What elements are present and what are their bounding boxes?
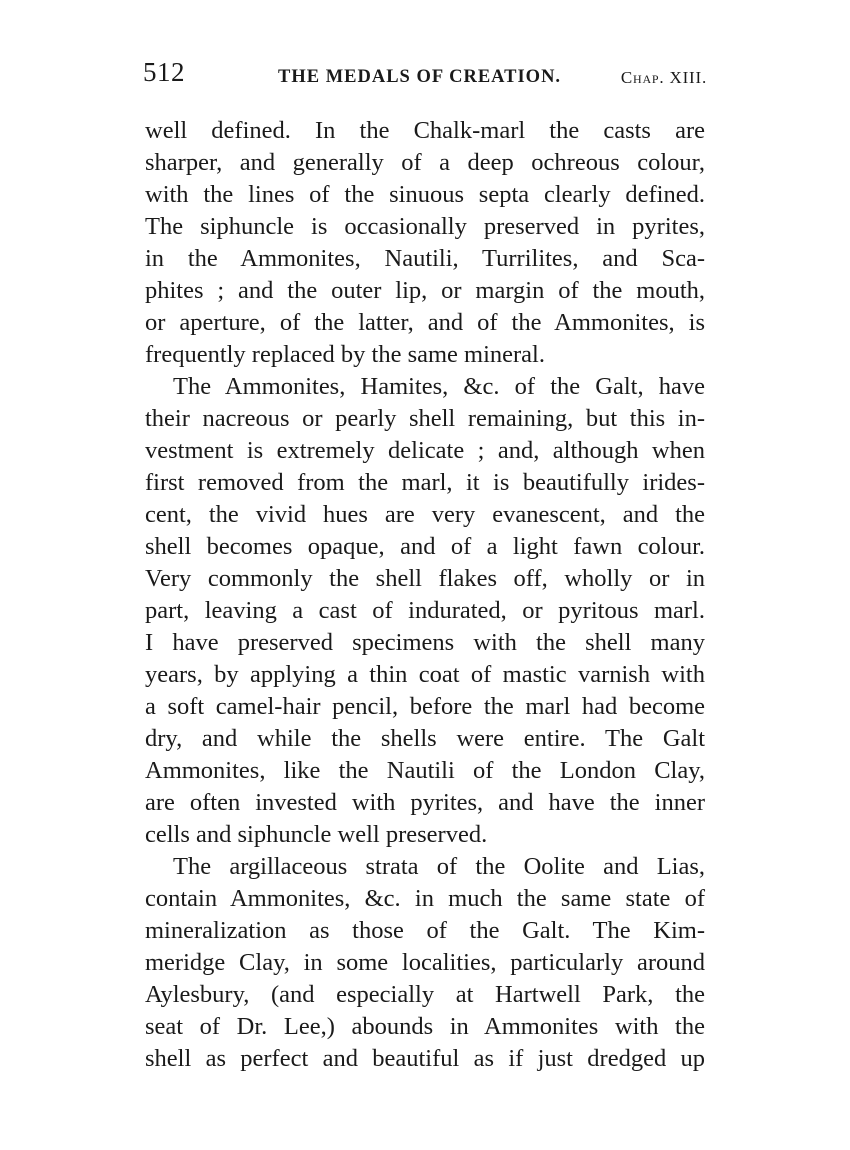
text-line: frequently replaced by the same mineral. xyxy=(145,341,545,368)
text-line: mineralization as those of the Galt. The Kim- xyxy=(145,917,705,944)
text-line: shell becomes opaque, and of a light fawn colour. xyxy=(145,533,705,560)
text-line: meridge Clay, in some localities, particularly around xyxy=(145,949,705,976)
text-line: I have preserved specimens with the shell many xyxy=(145,629,705,656)
text-line: in the Ammonites, Nautili, Turrilites, and Sca- xyxy=(145,245,705,272)
text-line: years, by applying a thin coat of mastic varnish with xyxy=(145,661,705,688)
book-page xyxy=(143,55,707,1072)
chapter-label: Chap. XIII. xyxy=(620,68,707,87)
text-line: phites ; and the outer lip, or margin of the mouth, xyxy=(145,277,705,304)
text-line: contain Ammonites, &c. in much the same state of xyxy=(145,885,705,912)
text-line: The Ammonites, Hamites, &c. of the Galt, have xyxy=(173,373,705,400)
text-line: or aperture, of the latter, and of the Ammonites, is xyxy=(145,309,705,336)
page-number: 512 xyxy=(143,57,185,87)
body-text xyxy=(145,115,705,1075)
page-header xyxy=(145,55,705,99)
text-line: with the lines of the sinuous septa clearly defined. xyxy=(145,181,705,208)
text-line: vestment is extremely delicate ; and, although when xyxy=(145,437,705,464)
running-title: THE MEDALS OF CREATION. xyxy=(278,67,562,87)
text-line: first removed from the marl, it is beautifully irides- xyxy=(145,469,705,496)
text-line: sharper, and generally of a deep ochreous colour, xyxy=(145,149,705,176)
text-line: The siphuncle is occasionally preserved in pyrites, xyxy=(145,213,705,240)
text-line: Very commonly the shell flakes off, wholly or in xyxy=(145,565,705,592)
text-line: well defined. In the Chalk-marl the casts are xyxy=(145,117,705,144)
text-line: cells and siphuncle well preserved. xyxy=(145,821,488,848)
text-line: are often invested with pyrites, and have the inner xyxy=(145,789,705,816)
text-line: part, leaving a cast of indurated, or pyritous marl. xyxy=(145,597,705,624)
text-line: cent, the vivid hues are very evanescent, and the xyxy=(145,501,705,528)
text-line: Aylesbury, (and especially at Hartwell Park, the xyxy=(145,981,705,1008)
text-line: dry, and while the shells were entire. The Galt xyxy=(145,725,705,752)
text-line: Ammonites, like the Nautili of the London Clay, xyxy=(145,757,705,784)
text-line: their nacreous or pearly shell remaining, but this in- xyxy=(145,405,705,432)
text-line: a soft camel-hair pencil, before the marl had become xyxy=(145,693,705,720)
text-line: seat of Dr. Lee,) abounds in Ammonites with the xyxy=(145,1013,705,1040)
text-line: shell as perfect and beautiful as if just dredged up xyxy=(145,1045,705,1072)
text-line: The argillaceous strata of the Oolite and Lias, xyxy=(173,853,705,880)
